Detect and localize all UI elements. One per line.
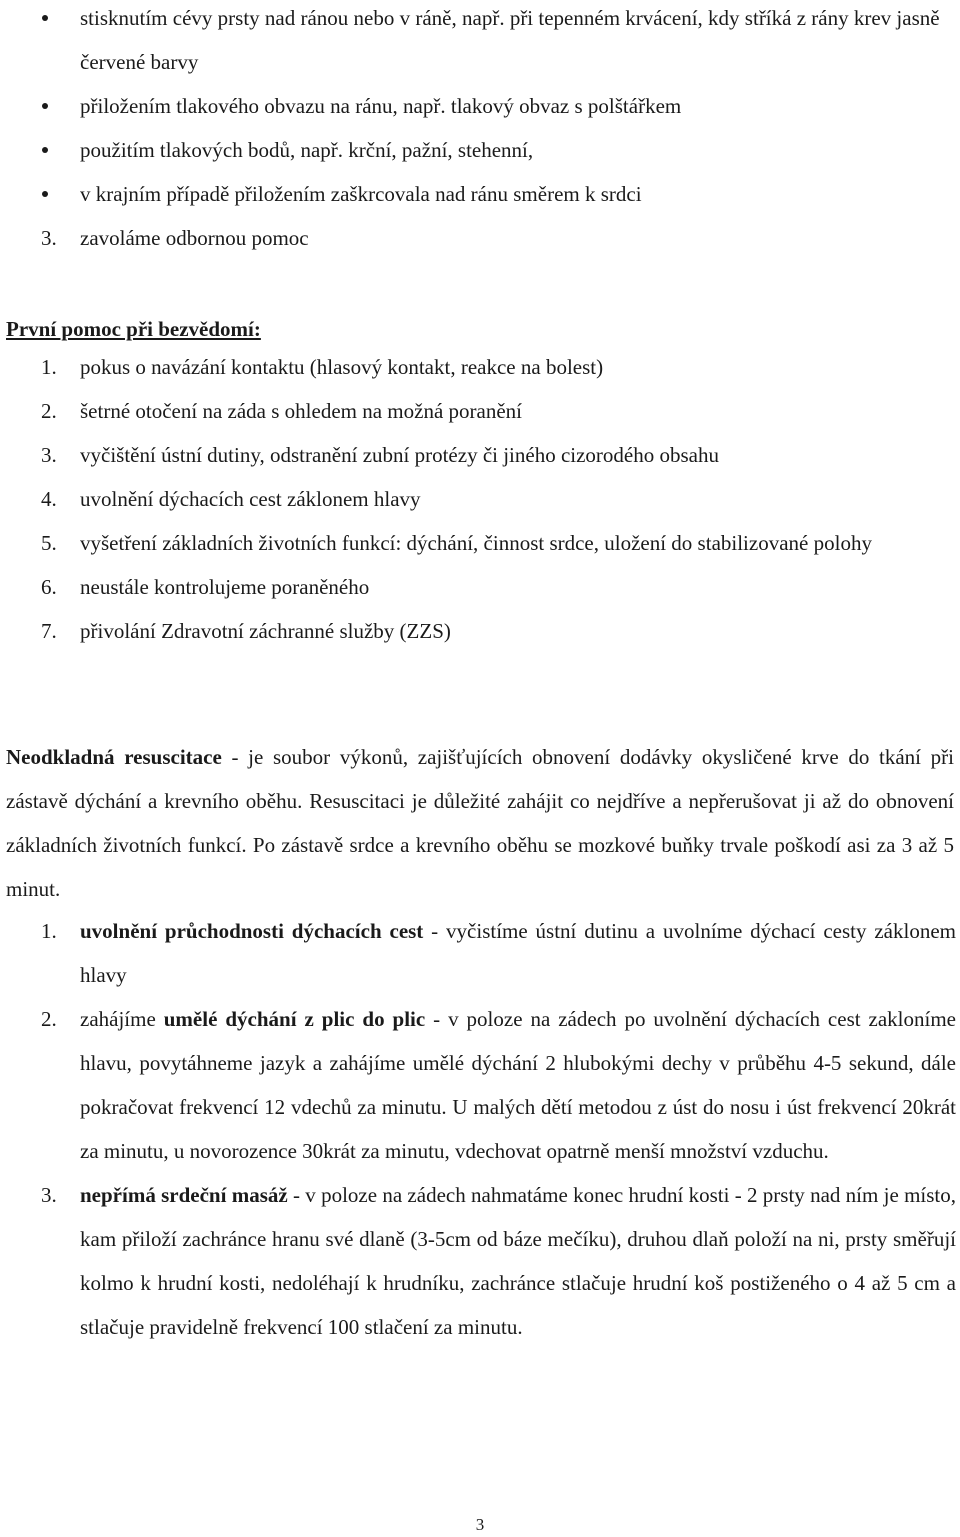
resuscitation-definition: - je soubor výkonů, zajišťujících obnovení dodávky okysličené krve do tkání při zástavě dýchání a krevního oběhu. Resuscitaci je důležité zahájit co nejdříve a nepřerušovat ji až do obnovení základních životních funkcí. Po zástavě srdce a krevního oběhu se mozkové buňky trvale poškodí asi za 3 až 5 minut. xyxy=(6,745,954,901)
bullet-icon xyxy=(42,191,48,197)
page-number: 3 xyxy=(475,1515,485,1534)
list-item: použitím tlakových bodů, např. krční, pažní, stehenní, xyxy=(0,128,960,172)
bleeding-methods-list xyxy=(0,0,960,216)
unconscious-steps-list xyxy=(0,345,960,653)
list-item: 2. šetrné otočení na záda s ohledem na možná poranění xyxy=(41,399,522,423)
section-heading-unconscious: První pomoc při bezvědomí: xyxy=(6,317,261,341)
list-item: přiložením tlakového obvazu na ránu, např. tlakový obvaz s polštářkem xyxy=(0,84,960,128)
list-item: 3. zavoláme odbornou pomoc xyxy=(41,226,309,250)
step-3-list xyxy=(0,216,960,260)
list-item: 1. uvolnění průchodnosti dýchacích cest - vyčistíme ústní dutinu a uvolníme dýchací cesty záklonem hlavy xyxy=(41,919,956,987)
resuscitation-steps-list xyxy=(0,909,960,1349)
list-item: 2. zahájíme umělé dýchání z plic do plic - v poloze na zádech po uvolnění dýchacích cest zakloníme hlavu, povytáhneme jazyk a zahájíme umělé dýchání 2 hlubokými dechy v průběhu 4-5 sekund, dále pokračovat frekvencí 12 vdechů za minutu. U malých dětí metodou z úst do nosu i úst frekvencí 20krát za minutu, u novorozence 30krát za minutu, vdechovat opatrně menší množství vzduchu. xyxy=(41,1007,956,1163)
list-item: stisknutím cévy prsty nad ránou nebo v ráně, např. při tepenném krvácení, kdy stříká z rány krev jasně červené barvy xyxy=(0,0,960,84)
list-item: 5. vyšetření základních životních funkcí: dýchání, činnost srdce, uložení do stabilizované polohy xyxy=(41,531,872,555)
list-item: 4. uvolnění dýchacích cest záklonem hlavy xyxy=(41,487,421,511)
list-item: 7. přivolání Zdravotní záchranné služby (ZZS) xyxy=(41,619,451,643)
bullet-icon xyxy=(42,103,48,109)
bullet-icon xyxy=(42,147,48,153)
list-item: 3. vyčištění ústní dutiny, odstranění zubní protézy či jiného cizorodého obsahu xyxy=(41,443,719,467)
list-item: 3. nepřímá srdeční masáž - v poloze na zádech nahmatáme konec hrudní kosti - 2 prsty nad ním je místo, kam přiloží zachránce hranu své dlaně (3-5cm od báze mečíku), druhou dlaň položí na ni, prsty směřují kolmo k hrudní kosti, nedoléhají k hrudníku, zachránce stlačuje hrudní koš postiženého o 4 až 5 cm a stlačuje pravidelně frekvencí 100 stlačení za minutu. xyxy=(41,1183,956,1339)
list-item: v krajním případě přiložením zaškrcovala nad ránu směrem k srdci xyxy=(0,172,960,216)
list-item: 6. neustále kontrolujeme poraněného xyxy=(41,575,370,599)
list-item: 1. pokus o navázání kontaktu (hlasový kontakt, reakce na bolest) xyxy=(41,355,604,379)
resuscitation-paragraph xyxy=(6,735,954,911)
resuscitation-term: Neodkladná resuscitace xyxy=(6,745,222,769)
bullet-icon xyxy=(42,15,48,21)
